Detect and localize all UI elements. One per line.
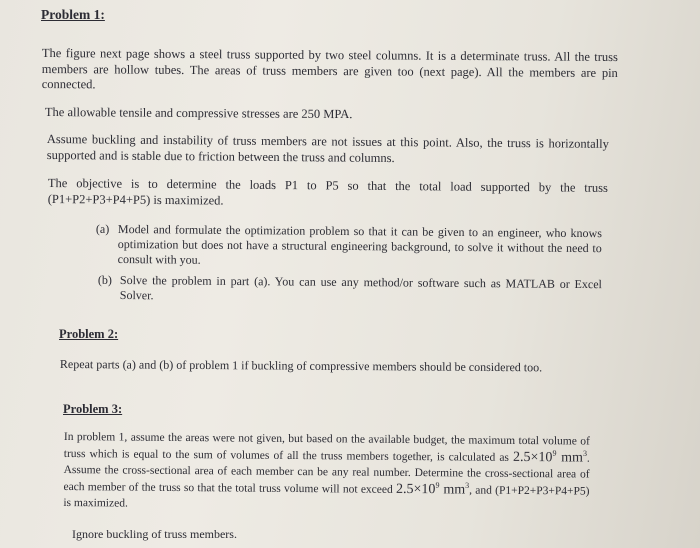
problem-3-intro-text: In problem 1, assume the areas were not given, but based on the available budget, the maximum total volume of truss which is equal to the sum of volumes of all the truss members together, is calculated as (63, 430, 590, 464)
problem-3-middle-text: . Assume the cross-sectional area of each member can be any real number. Determine the cross-sectional area of each member of the truss so that the total truss volume will not exceed (63, 452, 590, 496)
volume-limit-value (513, 449, 587, 465)
part-a-marker: (a) (95, 221, 110, 236)
volume-unit-repeat: mm (443, 481, 466, 498)
part-b-marker: (b) (97, 272, 113, 287)
volume-exponent: 9 (552, 448, 557, 458)
volume-unit-exponent-repeat: 3 (465, 480, 470, 490)
volume-unit: mm (561, 449, 583, 466)
volume-unit-exponent: 3 (582, 448, 588, 458)
problem-3-body (63, 429, 590, 516)
part-a-text: Model and formulate the optimization problem so that it can be given to an engineer, who knows optimization but does not have a structural engineering background, to solve it without the need to consult with you. (117, 222, 602, 267)
part-b-text: Solve the problem in part (a). You can use any method/or software such as MATLAB or Excel Solver. (119, 273, 602, 303)
problem-3-note: Ignore buckling of truss members. (72, 527, 237, 541)
problem-1-objective: The objective is to determine the loads P1 to P5 so that the total load supported by the truss (P1+P2+P3+P4+P5) is maximized. (47, 176, 608, 208)
problem-3-heading: Problem 3: (63, 402, 123, 416)
problem-1-part-a (95, 221, 602, 271)
volume-exponent-repeat: 9 (435, 480, 440, 490)
volume-mantissa: 2.5×10 (512, 449, 553, 465)
volume-mantissa-repeat: 2.5×10 (396, 481, 436, 497)
problem-1-part-b (97, 272, 602, 307)
problem-2-body: Repeat parts (a) and (b) of problem 1 if buckling of compressive members should be considered too. (59, 357, 543, 375)
problem-2-heading: Problem 2: (59, 327, 119, 341)
problem-1-stress-limit: The allowable tensile and compressive stresses are 250 MPA. (44, 105, 353, 122)
problem-3-end-text: , and (P1+P2+P3+P4+P5) is maximized. (63, 484, 590, 510)
volume-limit-value-repeat (396, 481, 469, 497)
problem-1-assumption: Assume buckling and instability of truss members are not issues at this point. Also, the truss is horizontally supported and is stable due to friction between the truss and columns. (46, 132, 609, 165)
problem-1-intro: The figure next page shows a steel truss supported by two steel columns. It is a determinate truss. All the truss members are hollow tubes. The areas of truss members are given too (next page). All the members are pin connected. (41, 46, 618, 92)
problem-1-heading: Problem 1: (41, 7, 105, 22)
